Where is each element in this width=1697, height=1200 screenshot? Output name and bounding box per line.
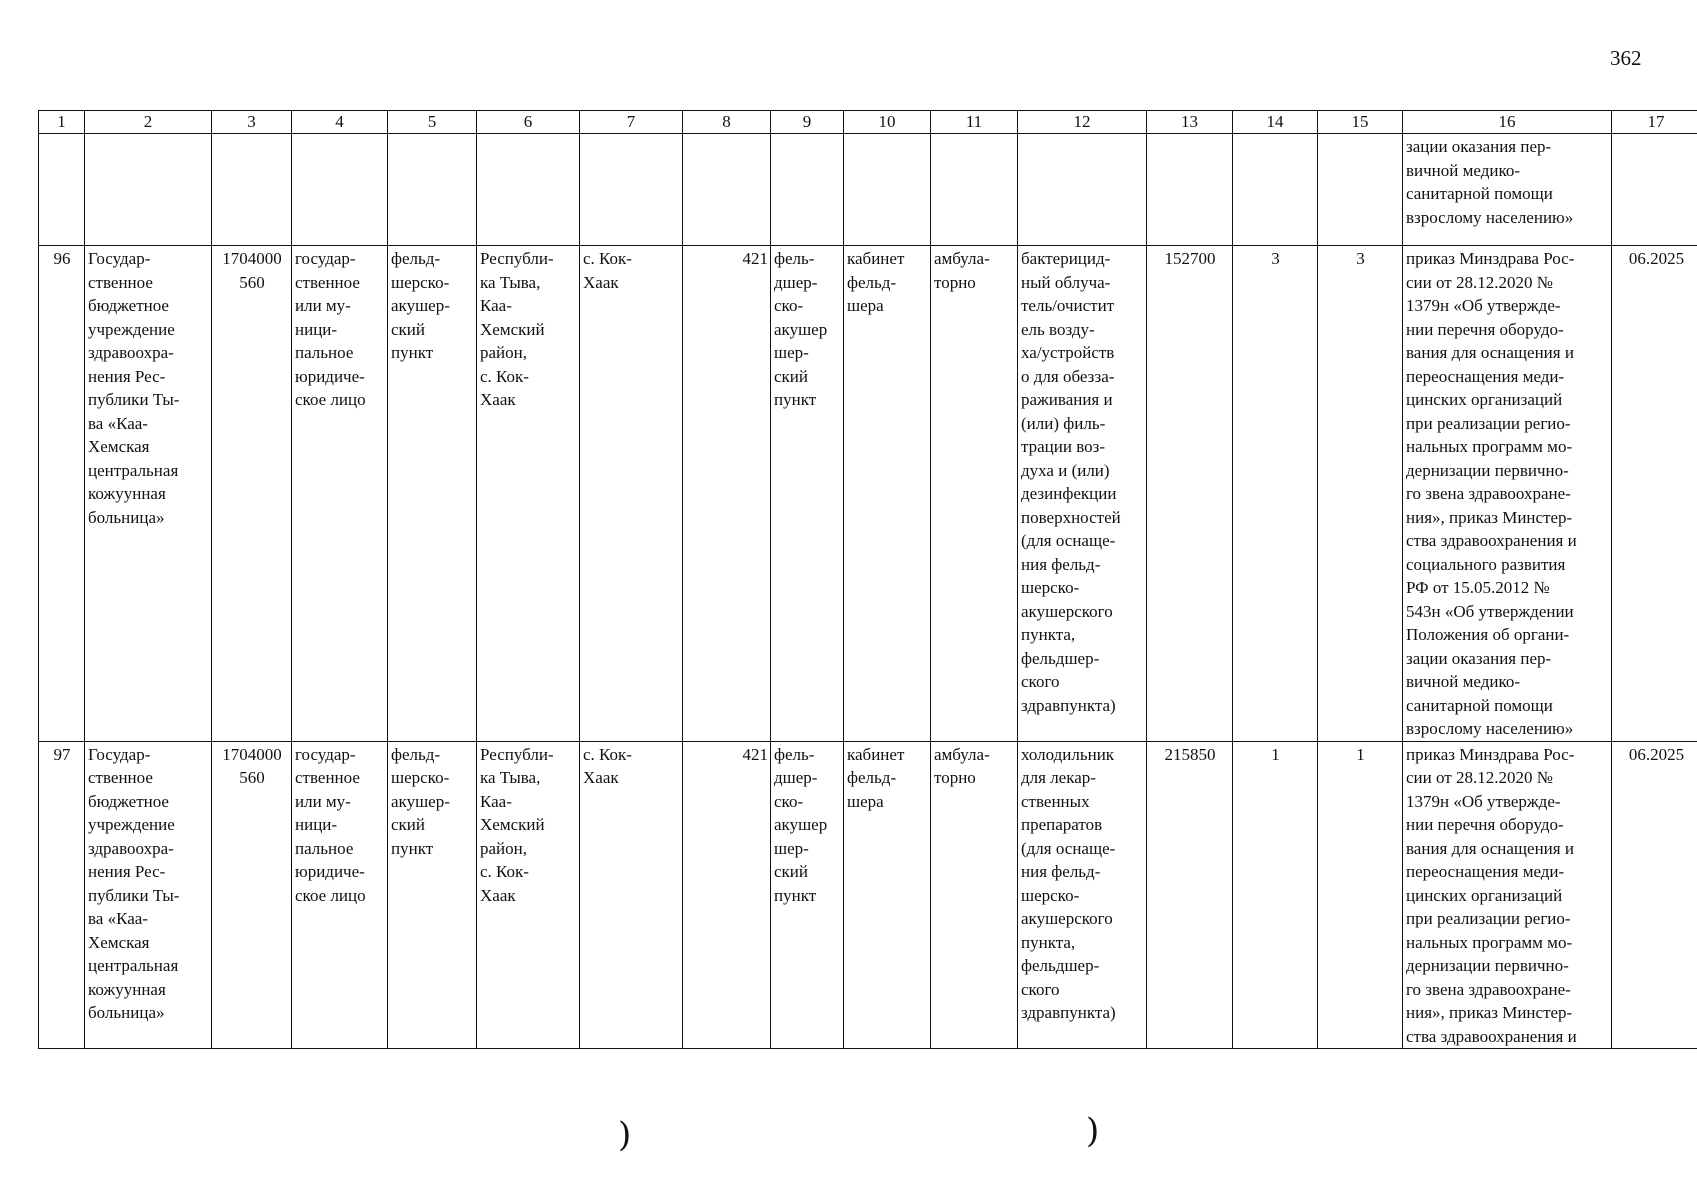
quantity-15: 1 xyxy=(1318,741,1403,1049)
continuation-row xyxy=(39,134,1697,246)
column-number: 11 xyxy=(931,111,1018,134)
column-number: 12 xyxy=(1018,111,1147,134)
care-conditions: амбула- торно xyxy=(931,741,1018,1049)
quantity-14: 1 xyxy=(1233,741,1318,1049)
row-number: 96 xyxy=(39,246,85,742)
column-number: 13 xyxy=(1147,111,1233,134)
quantity-14: 3 xyxy=(1233,246,1318,742)
column-number: 6 xyxy=(477,111,580,134)
basis-continuation: зации оказания пер- вичной медико- санитарной помощи взрослому населению» xyxy=(1403,134,1612,246)
row-number: 97 xyxy=(39,741,85,1049)
col8-value: 421 xyxy=(683,246,771,742)
facility-type: фельд- шерско- акушер- ский пункт xyxy=(388,246,477,742)
scan-artifact-mark: ) xyxy=(618,1115,632,1155)
organization-name: Государ- ственное бюджетное учреждение здравоохра- нения Рес- публики Ты- ва «Каа- Хемская центральная кожуунная больница» xyxy=(85,741,212,1049)
equipment-name: бактерицид- ный облуча- тель/очистит ель возду- ха/устройств о для обезза- раживания и (или) филь- трации воз- духа и (или) дезинфекции поверхностей (для оснаще- ния фельд- шерско- акушерского пункта, фельдшер- ского здравпункта) xyxy=(1018,246,1147,742)
locality: с. Кок- Хаак xyxy=(580,246,683,742)
table-row xyxy=(39,246,1697,742)
table-row xyxy=(39,741,1697,1049)
col8-value: 421 xyxy=(683,741,771,1049)
column-number: 14 xyxy=(1233,111,1318,134)
column-number-row xyxy=(39,111,1697,134)
page-number: 362 xyxy=(1610,46,1642,70)
organization-name: Государ- ственное бюджетное учреждение здравоохра- нения Рес- публики Ты- ва «Каа- Хемская центральная кожуунная больница» xyxy=(85,246,212,742)
equipment-table xyxy=(38,110,1697,1049)
locality: с. Кок- Хаак xyxy=(580,741,683,1049)
delivery-date: 06.2025 xyxy=(1612,741,1697,1049)
quantity-15: 3 xyxy=(1318,246,1403,742)
subdivision: фель- дшер- ско- акушер шер- ский пункт xyxy=(771,741,844,1049)
facility-address: Республи- ка Тыва, Каа- Хемский район, с. Кок- Хаак xyxy=(477,741,580,1049)
facility-type: фельд- шерско- акушер- ский пункт xyxy=(388,741,477,1049)
subdivision: фель- дшер- ско- акушер шер- ский пункт xyxy=(771,246,844,742)
legal-basis: приказ Минздрава Рос- сии от 28.12.2020 № 1379н «Об утвержде- нии перечня оборудо- вания для оснащения и переоснащения меди- цинских организаций при реализации регио- нальных программ мо- дернизации первично- го звена здравоохране- ния», приказ Минстер- ства здравоохранения и xyxy=(1403,741,1612,1049)
column-number: 4 xyxy=(292,111,388,134)
column-number: 8 xyxy=(683,111,771,134)
ownership-form: государ- ственное или му- ници- пальное юридиче- ское лицо xyxy=(292,246,388,742)
unit-price: 215850 xyxy=(1147,741,1233,1049)
scan-artifact-mark: ) xyxy=(1086,1111,1100,1151)
column-number: 9 xyxy=(771,111,844,134)
column-number: 2 xyxy=(85,111,212,134)
organization-code: 1704000 560 xyxy=(212,741,292,1049)
column-number: 3 xyxy=(212,111,292,134)
equipment-name: холодильник для лекар- ственных препаратов (для оснаще- ния фельд- шерско- акушерского пункта, фельдшер- ского здравпункта) xyxy=(1018,741,1147,1049)
ownership-form: государ- ственное или му- ници- пальное юридиче- ское лицо xyxy=(292,741,388,1049)
care-conditions: амбула- торно xyxy=(931,246,1018,742)
column-number: 7 xyxy=(580,111,683,134)
facility-address: Республи- ка Тыва, Каа- Хемский район, с. Кок- Хаак xyxy=(477,246,580,742)
delivery-date: 06.2025 xyxy=(1612,246,1697,742)
column-number: 15 xyxy=(1318,111,1403,134)
room: кабинет фельд- шера xyxy=(844,741,931,1049)
room: кабинет фельд- шера xyxy=(844,246,931,742)
column-number: 10 xyxy=(844,111,931,134)
column-number: 1 xyxy=(39,111,85,134)
legal-basis: приказ Минздрава Рос- сии от 28.12.2020 № 1379н «Об утвержде- нии перечня оборудо- вания для оснащения и переоснащения меди- цинских организаций при реализации регио- нальных программ мо- дернизации первично- го звена здравоохране- ния», приказ Минстер- ства здравоохранения и социального развития РФ от 15.05.2012 № 543н «Об утверждении Положения об органи- зации оказания пер- вичной медико- санитарной помощи взрослому населению» xyxy=(1403,246,1612,742)
column-number: 5 xyxy=(388,111,477,134)
column-number: 17 xyxy=(1612,111,1697,134)
organization-code: 1704000 560 xyxy=(212,246,292,742)
column-number: 16 xyxy=(1403,111,1612,134)
unit-price: 152700 xyxy=(1147,246,1233,742)
